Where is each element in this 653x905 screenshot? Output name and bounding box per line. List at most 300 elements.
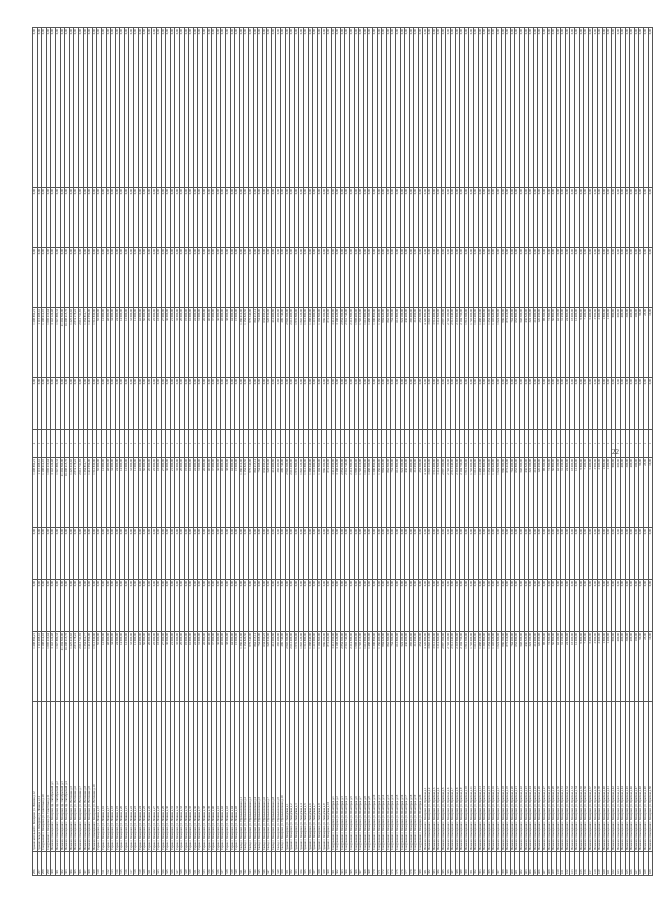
value-cell: 300,00 [625,458,630,528]
value-cell: 1 [565,430,570,458]
value-cell: 1 024 500,00 [496,308,501,378]
value-cell: 0,00 [313,580,318,632]
value-cell: 548 300,00 [519,458,524,528]
object-name-cell: Нежилое помещение г. Кемерово ул. Красная д.47 [634,702,639,852]
value-cell: 1 845 120,00 [299,458,304,528]
value-cell: 0,00 [239,528,244,580]
value-cell: 2 516 740,00 [345,632,350,702]
object-name-cell: Сооружение г. Кемерово ул. Шахтёров д.10 [372,702,377,852]
value-cell: 0,00 [60,248,65,308]
value-cell: 0,00 [37,528,42,580]
value-cell: 0,00 [648,188,653,248]
value-cell: 0,00 [643,528,648,580]
value-cell: 0,00 [496,528,501,580]
value-cell: 0,00 [258,528,263,580]
value-cell: 0,00 [382,248,387,308]
value-cell: 0,00 [221,580,226,632]
object-name-cell: Гараж г. Кемерово ул. Ленина д.20 [120,702,125,852]
value-cell: 0,00 [519,580,524,632]
value-cell: 0,00 [42,188,47,248]
value-cell: 0,00 [189,378,194,430]
value-cell: 0,00 [382,28,387,188]
value-cell: 385 200,00 [276,458,281,528]
value-cell: 1 [225,430,230,458]
row-number-cell: 361 [331,852,336,876]
value-cell: 0,00 [451,248,456,308]
value-cell: 1 [308,430,313,458]
value-cell: 1 [124,430,129,458]
value-cell: 0,00 [184,188,189,248]
row-number-cell: 415 [579,852,584,876]
value-cell: 0,00 [423,528,428,580]
value-cell: 0,00 [588,188,593,248]
value-cell: 0,00 [496,28,501,188]
value-cell: 1 [409,430,414,458]
value-cell: 25,00 [643,632,648,702]
value-cell: 0,00 [281,378,286,430]
value-cell: 0,00 [166,28,171,188]
value-cell: 0,00 [235,528,240,580]
value-cell: 0,00 [533,580,538,632]
value-cell: 0,00 [244,28,249,188]
value-cell: 0,00 [441,580,446,632]
value-cell: 0,00 [542,580,547,632]
value-cell: 0,00 [304,28,309,188]
value-cell: 40 000,00 [207,632,212,702]
value-cell: 1 [570,430,575,458]
value-cell: 0,00 [616,378,621,430]
value-cell: 0,00 [377,378,382,430]
value-cell: 0,00 [230,188,235,248]
value-cell: 0,00 [294,580,299,632]
value-cell: 1 912 300,00 [464,458,469,528]
row-number-cell: 363 [340,852,345,876]
value-cell: 2 745 100,00 [446,308,451,378]
value-cell: 1 225 410,65 [69,308,74,378]
value-cell: 72 500,00 [547,632,552,702]
object-name-cell: Нежилое помещение г. Кемерово ул. Красная д.32 [565,702,570,852]
row-number-cell: 386 [446,852,451,876]
value-cell: 0,00 [304,378,309,430]
row-number-cell: 336 [216,852,221,876]
value-cell: 0,00 [575,378,580,430]
value-cell: 0,00 [248,248,253,308]
object-name-cell: Здание г. Кемерово ул. Заводская д.7 [313,702,318,852]
value-cell: 612 800,00 [395,458,400,528]
value-cell: 45 000,00 [221,632,226,702]
value-cell: 1 [88,430,93,458]
value-cell: 1 488 210,00 [478,308,483,378]
value-cell: 1 [386,430,391,458]
value-cell: 2 874 178,22 [74,458,79,528]
value-cell: 72 500,00 [547,458,552,528]
row-number-cell: 379 [414,852,419,876]
row-number-cell: 389 [460,852,465,876]
object-name-cell: Нежилое помещение г. Кемерово ул. Весенняя д.7 [78,702,83,852]
value-cell: 2 745 100,00 [446,632,451,702]
value-cell: 0,00 [354,188,359,248]
value-cell: 2 612 400,00 [290,458,295,528]
value-cell: 875 410,00 [506,308,511,378]
value-cell: 0,00 [538,580,543,632]
value-cell: 872 450,00 [327,308,332,378]
value-cell: 764 200,00 [510,308,515,378]
value-cell: 56 800,00 [552,632,557,702]
value-cell: 0,00 [400,378,405,430]
value-cell: 1 [621,430,626,458]
value-cell: 0,00 [529,378,534,430]
value-cell: 0,00 [281,188,286,248]
value-cell: 2 104 750,00 [460,308,465,378]
row-number-cell: 369 [368,852,373,876]
value-cell: 0,00 [616,528,621,580]
value-cell: 0,00 [538,28,543,188]
value-cell: 0,00 [625,528,630,580]
value-cell: 0,00 [166,378,171,430]
value-cell: 0,00 [542,378,547,430]
value-cell: 1 [161,430,166,458]
value-cell: 2 854 300,00 [340,308,345,378]
value-cell: 0,00 [184,378,189,430]
value-cell: 1 [193,430,198,458]
value-cell: 0,00 [276,528,281,580]
row-number-cell: 316 [124,852,129,876]
value-cell: 1 [276,430,281,458]
value-cell: 0,00 [317,188,322,248]
value-cell: 0,00 [625,28,630,188]
value-cell: 0,00 [524,28,529,188]
row-number-cell: 308 [88,852,93,876]
value-cell: 0,00 [441,528,446,580]
row-number-cell: 329 [184,852,189,876]
row-number-cell: 410 [556,852,561,876]
value-cell: 0,00 [584,188,589,248]
value-cell: 0,00 [506,248,511,308]
value-cell: 0,00 [290,378,295,430]
row-number-cell: 377 [405,852,410,876]
value-cell: 0,00 [625,580,630,632]
value-cell: 0,00 [648,580,653,632]
value-cell: 0,00 [65,378,70,430]
value-cell: 0,00 [515,248,520,308]
value-cell: 0,00 [391,378,396,430]
value-cell: 0,00 [354,580,359,632]
value-cell: 0,00 [267,248,272,308]
value-cell: 385 200,00 [276,632,281,702]
value-cell: 0,00 [469,28,474,188]
value-cell: 0,00 [216,188,221,248]
value-cell: 600,00 [616,308,621,378]
value-cell: 1 [147,430,152,458]
value-cell: 0,00 [212,188,217,248]
value-cell: 0,00 [561,248,566,308]
value-cell: 1 [519,430,524,458]
object-name-cell: Нежилое помещение г. Кемерово ул. Красная д.3 [432,702,437,852]
value-cell: 1 745 210,00 [359,632,364,702]
value-cell: 0,00 [60,580,65,632]
value-cell: 0,00 [542,528,547,580]
value-cell: 0,00 [579,28,584,188]
value-cell: 56 000,00 [143,458,148,528]
value-cell: 0,00 [83,378,88,430]
value-cell: 872 450,00 [327,632,332,702]
value-cell: 0,00 [510,378,515,430]
value-cell: 0,00 [124,28,129,188]
value-cell: 20 000,00 [147,632,152,702]
value-cell: 0,00 [294,188,299,248]
value-cell: 0,00 [474,28,479,188]
value-cell: 864 215,14 [253,632,258,702]
row-number-cell: 359 [322,852,327,876]
value-cell: 0,00 [405,580,410,632]
object-name-cell: Нежилое помещение г. Кемерово ул. Красная д.8 [455,702,460,852]
value-cell: 4 126 880,00 [423,632,428,702]
value-cell: 16 000,00 [189,458,194,528]
row-number-cell: 384 [437,852,442,876]
value-cell: 33 000,00 [129,632,134,702]
value-cell: 0,00 [46,28,51,188]
value-cell: 0,00 [409,378,414,430]
value-cell: 0,00 [134,580,139,632]
value-cell: 0,00 [542,188,547,248]
object-name-cell: Сооружение г. Кемерово ул. Шахтёров д.14 [391,702,396,852]
value-cell: 0,00 [607,28,612,188]
value-cell: 0,00 [588,580,593,632]
value-cell: 0,00 [166,580,171,632]
value-cell: 0,00 [170,528,175,580]
value-cell: 0,00 [69,580,74,632]
object-name-cell: Нежилое помещение г. Кемерово ул. Красная д.33 [570,702,575,852]
value-cell: 0,00 [37,248,42,308]
value-cell: 0,00 [340,28,345,188]
value-cell: 0,00 [469,580,474,632]
value-cell: 0,00 [432,528,437,580]
value-cell: 1 225 410,65 [69,632,74,702]
value-cell: 300,00 [625,308,630,378]
value-cell: 0,00 [124,528,129,580]
value-cell: 0,00 [345,28,350,188]
value-cell: 0,00 [464,580,469,632]
value-cell: 0,00 [588,248,593,308]
value-cell: 0,00 [570,528,575,580]
value-cell: 1 612 900,00 [363,308,368,378]
value-cell: 1 115 408,16 [37,458,42,528]
value-cell: 0,00 [630,378,635,430]
value-cell: 0,00 [451,580,456,632]
value-cell: 0,00 [193,528,198,580]
value-cell: 1 412 956,00 [88,458,93,528]
value-cell: 1 [336,430,341,458]
value-cell: 0,00 [533,528,538,580]
value-cell: 0,00 [570,580,575,632]
row-number-cell: 365 [349,852,354,876]
value-cell: 4 126 880,00 [423,308,428,378]
value-cell: 1 254 300,00 [487,308,492,378]
row-number-cell: 301 [55,852,60,876]
value-cell: 0,00 [349,188,354,248]
value-cell: 30 000,00 [166,458,171,528]
value-cell: 1 745 210,00 [359,308,364,378]
value-cell: 0,00 [598,188,603,248]
value-cell: 0,00 [492,528,497,580]
value-cell: 1 [157,430,162,458]
value-cell: 1 388 640,00 [308,632,313,702]
value-cell: 0,00 [55,580,60,632]
value-cell: 0,00 [556,28,561,188]
value-cell: 0,00 [74,248,79,308]
value-cell: 1 [202,430,207,458]
value-cell: 0,00 [547,528,552,580]
object-name-cell: Нежилое помещение г. Кемерово ул. Красная д.44 [621,702,626,852]
value-cell: 0,00 [556,248,561,308]
object-name-cell: Нежилое помещение г. Кемерово ул. Красная д.9 [460,702,465,852]
value-cell: 3 845 210,00 [428,308,433,378]
value-cell: 1 [451,430,456,458]
value-cell: 0,00 [368,188,373,248]
row-number-cell: 402 [519,852,524,876]
value-cell: 0,00 [359,378,364,430]
value-cell: 0,00 [377,580,382,632]
value-cell: 0,00 [377,28,382,188]
value-cell: 40 000,00 [207,458,212,528]
value-cell: 0,00 [602,528,607,580]
value-cell: 29 000,00 [180,458,185,528]
value-cell: 0,00 [46,248,51,308]
value-cell: 0,00 [147,188,152,248]
value-cell: 400,00 [621,308,626,378]
value-cell: 55 000,00 [97,308,102,378]
value-cell: 1 104 560,00 [317,308,322,378]
value-cell: 1 215 000,00 [313,458,318,528]
row-number-cell: 304 [69,852,74,876]
value-cell: 1 [469,430,474,458]
value-cell: 1 [317,430,322,458]
value-cell: 0,00 [304,248,309,308]
value-cell: 0,00 [161,188,166,248]
value-cell: 0,00 [575,188,580,248]
object-name-cell: Нежилое помещение г. Кемерово ул. Красная д.35 [579,702,584,852]
row-number-cell: 393 [478,852,483,876]
object-name-cell: Нежилое помещение г. Кемерово ул. Красная д.24 [529,702,534,852]
value-cell: 312 650,00 [414,632,419,702]
value-cell: 48 000,00 [106,308,111,378]
row-number-cell: 320 [143,852,148,876]
value-cell: 412 600,80 [271,458,276,528]
value-cell: 31 250,00 [561,632,566,702]
value-cell: 0,00 [372,378,377,430]
value-cell: 0,00 [643,580,648,632]
value-cell: 0,00 [487,528,492,580]
object-name-cell: Нежилое помещение г. Кемерово ул. Красная д.7 [451,702,456,852]
value-cell: 1 [588,430,593,458]
value-cell: 30 000,00 [166,632,171,702]
value-cell: 34 000,00 [111,308,116,378]
row-number-cell: 324 [161,852,166,876]
object-name-cell: Нежилое помещение г. Кемерово ул. Красная д.16 [492,702,497,852]
value-cell: 0,00 [290,248,295,308]
value-cell: 0,00 [524,378,529,430]
value-cell: 1 [579,430,584,458]
value-cell: 0,00 [129,580,134,632]
value-cell: 0,00 [598,378,603,430]
value-cell: 0,00 [474,378,479,430]
value-cell: 2 318 900,00 [455,308,460,378]
value-cell: 0,00 [97,378,102,430]
value-cell: 1 [212,430,217,458]
value-cell: 200,00 [630,308,635,378]
value-cell: 1 [556,430,561,458]
value-cell: 0,00 [345,248,350,308]
row-number-cell: 378 [409,852,414,876]
value-cell: 0,00 [327,188,332,248]
value-cell: 0,00 [152,248,157,308]
object-name-cell: Гараж г. Кемерово ул. Ленина д.45 [235,702,240,852]
value-cell: 0,00 [285,248,290,308]
value-cell: 18 000,00 [157,308,162,378]
row-number-cell: 340 [235,852,240,876]
object-name-cell: Здание г. Кемерово ул. Заводская д.5 [304,702,309,852]
value-cell: 45 000,00 [221,308,226,378]
value-cell: 0,00 [639,378,644,430]
value-cell: 0,00 [386,528,391,580]
row-number-cell: 335 [212,852,217,876]
value-cell: 0,00 [593,528,598,580]
row-number-cell: 380 [418,852,423,876]
value-cell: 900,00 [611,632,616,702]
row-number-cell: 417 [588,852,593,876]
value-cell: 0,00 [331,188,336,248]
value-cell: 37 000,00 [212,632,217,702]
value-cell: 1 [248,430,253,458]
value-cell: 38 000,00 [225,632,230,702]
object-name-cell: Сооружение г. Кемерово ул. Шахтёров д.7 [359,702,364,852]
object-name-cell: Сооружение г. Кемерово ул. Советская д.10 [42,702,47,852]
value-cell: 29 000,00 [180,308,185,378]
value-cell: 3 512 400,00 [432,308,437,378]
value-cell: 1 [322,430,327,458]
value-cell: 0,00 [290,28,295,188]
value-cell: 0,00 [336,580,341,632]
value-cell: 214 600,00 [533,308,538,378]
row-number-cell: 323 [157,852,162,876]
value-cell: 612 800,00 [395,308,400,378]
value-cell: 100,00 [634,458,639,528]
value-cell: 0,00 [253,188,258,248]
value-cell: 0,00 [432,188,437,248]
value-cell: 0,00 [299,28,304,188]
value-cell: 1 [625,430,630,458]
value-cell: 0,00 [634,580,639,632]
value-cell: 0,00 [579,580,584,632]
value-cell: 0,00 [55,248,60,308]
value-cell: 0,00 [588,528,593,580]
value-cell: 0,00 [225,248,230,308]
value-cell: 862 500,00 [386,308,391,378]
value-cell: 0,00 [313,188,318,248]
value-cell: 1 912 300,00 [464,308,469,378]
value-cell: 0,00 [519,28,524,188]
object-name-cell: Нежилое помещение г. Кемерово ул. Красная д.20 [510,702,515,852]
value-cell: 1 547 890,33 [55,632,60,702]
value-cell: 528 930,00 [267,458,272,528]
value-cell: 0,00 [478,188,483,248]
value-cell: 1 [51,430,56,458]
value-cell: 3 845 210,00 [428,458,433,528]
value-cell: 0,00 [166,528,171,580]
object-name-cell: Нежилое помещение г. Кемерово ул. Весенняя д.10 [92,702,97,852]
value-cell: 3 512 400,00 [432,458,437,528]
row-number-cell: 372 [382,852,387,876]
